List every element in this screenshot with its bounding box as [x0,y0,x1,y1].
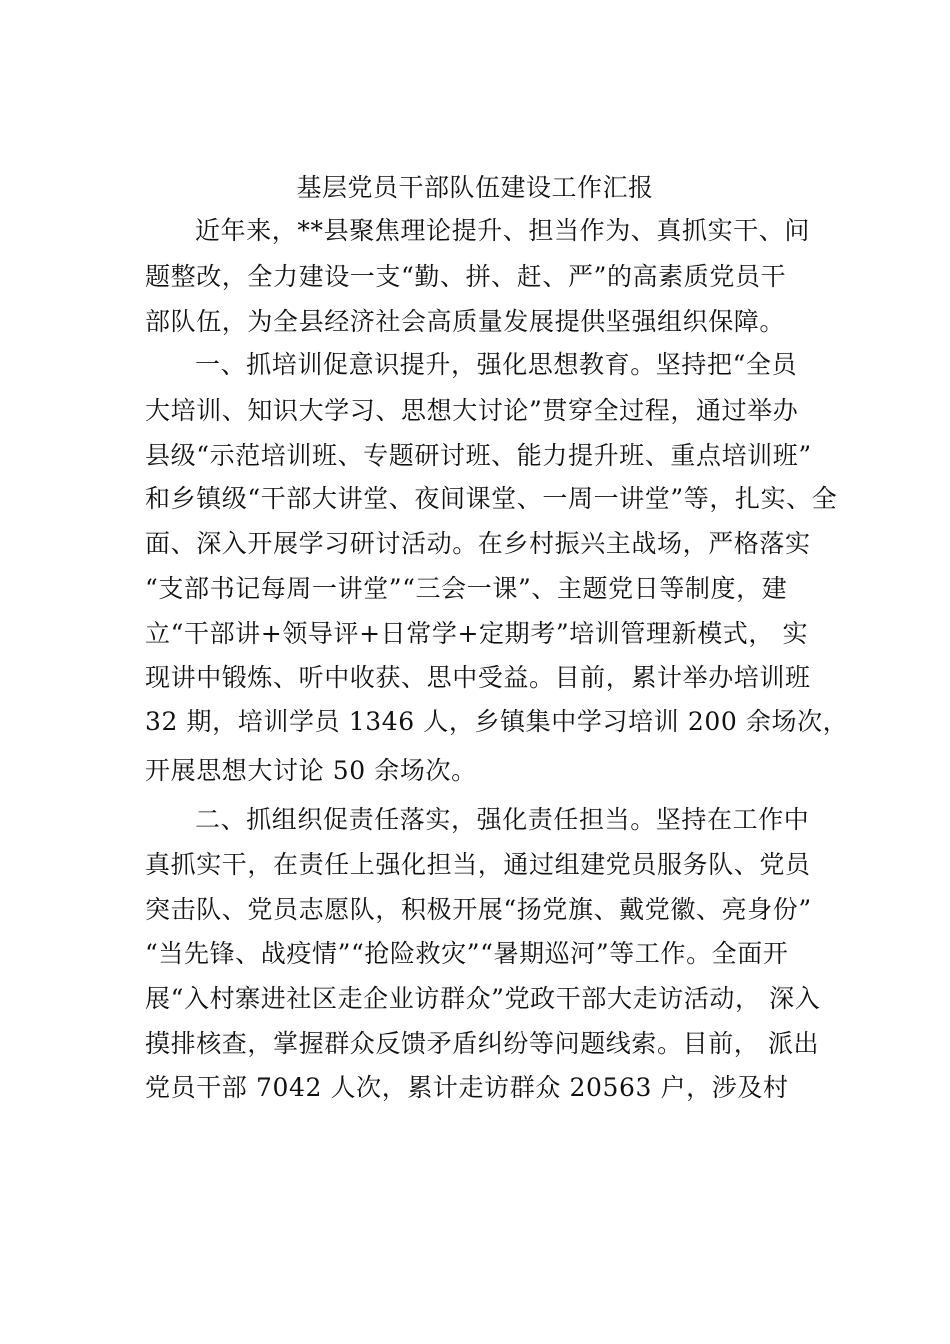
paragraph-line: 突击队、党员志愿队，积极开展“扬党旗、戴党徽、亮身份” [145,895,812,924]
paragraph-line: “支部书记每周一讲堂”“三会一课”、主题党日等制度，建 [145,574,788,603]
paragraph-line: 部队伍，为全县经济社会高质量发展提供坚强组织保障。 [145,307,786,336]
paragraph-line: 真抓实干，在责任上强化担当，通过组建党员服务队、党员 [145,850,811,879]
paragraph-line: 和乡镇级“干部大讲堂、夜间课堂、一周一讲堂”等，扎实、全 [145,484,838,513]
paragraph-line: 县级“示范培训班、专题研讨班、能力提升班、重点培训班” [145,441,812,470]
paragraph-line: 二、抓组织促责任落实，强化责任担当。坚持在工作中 [195,805,810,834]
paragraph-line: 近年来，**县聚焦理论提升、担当作为、真抓实干、问 [195,216,811,245]
paragraph-line: 开展思想大讨论 50 余场次。 [145,756,477,785]
paragraph-line: 32 期，培训学员 1346 人，乡镇集中学习培训 200 余场次， [145,707,849,736]
document-title: 基层党员干部队伍建设工作汇报 [296,173,654,202]
paragraph-line: 党员干部 7042 人次，累计走访群众 20563 户，涉及村 [145,1073,789,1102]
paragraph-line: “当先锋、战疫情”“抢险救灾”“暑期巡河”等工作。全面开 [145,939,789,968]
paragraph-line: 一、抓培训促意识提升，强化思想教育。坚持把“全员 [195,350,798,379]
paragraph-line: 面、深入开展学习研讨活动。在乡村振兴主战场，严格落实 [145,529,811,558]
paragraph-line: 立“干部讲+领导评+日常学+定期考”培训管理新模式， 实 [145,619,809,648]
paragraph-line: 题整改，全力建设一支“勤、拼、赶、严”的高素质党员干 [145,262,787,291]
paragraph-line: 大培训、知识大学习、思想大讨论”贯穿全过程，通过举办 [145,396,799,425]
paragraph-line: 现讲中锻炼、听中收获、思中受益。目前，累计举办培训班 [145,663,811,692]
paragraph-line: 展“入村寨进社区走企业访群众”党政干部大走访活动， 深入 [145,984,821,1013]
paragraph-line: 摸排核查，掌握群众反馈矛盾纠纷等问题线索。目前， 派出 [145,1029,820,1058]
